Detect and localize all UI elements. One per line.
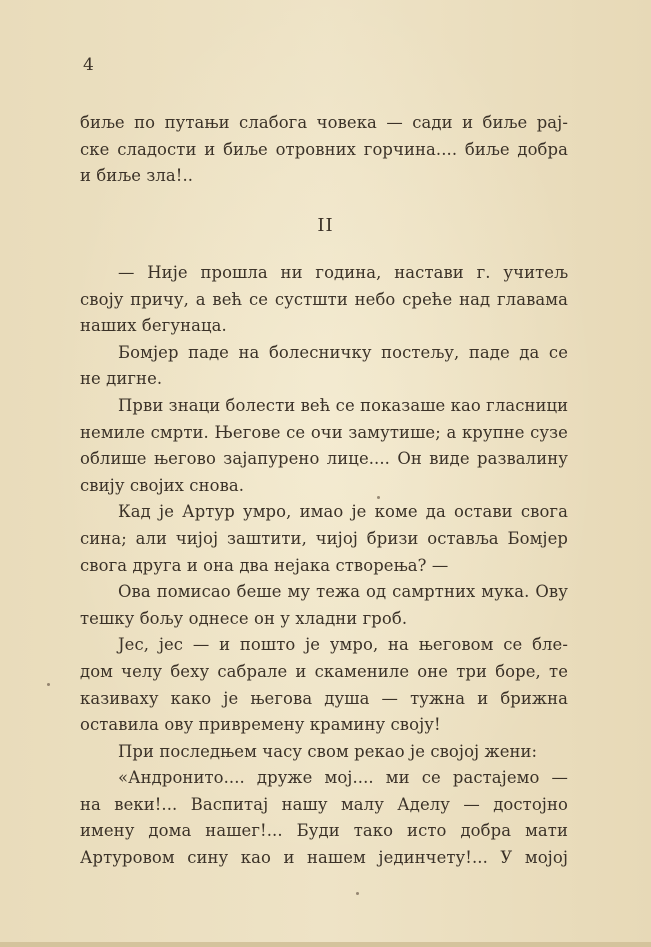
- text-line: свију својих снова.: [80, 475, 245, 495]
- paragraph: [80, 393, 568, 499]
- text-line: Кад је Артур умро, имао је коме да остави свога: [118, 502, 568, 522]
- paragraph: [80, 340, 568, 393]
- paragraph: [80, 632, 568, 738]
- text-line: казиваху како је његова душа — тужна и брижна: [80, 688, 568, 708]
- paragraph: [80, 765, 568, 871]
- text-line: сина; али чијој заштити, чијој бризи оставља Бомјер: [80, 528, 568, 548]
- text-line: наших бегунаца.: [80, 316, 227, 336]
- paragraph: [80, 579, 568, 632]
- text-line: тешку бољу однесе он у хладни гроб.: [80, 608, 408, 628]
- text-line: — Није прошла ни година, настави г. учитељ: [118, 263, 568, 282]
- text-line: При последњем часу свом рекао је својој жени:: [118, 741, 538, 761]
- text-line: Ова помисао беше му тежа од самртних мука. Ову: [118, 582, 568, 602]
- text-line: оставила ову привремену крамину своју!: [80, 715, 441, 735]
- text-line: и биље зла!..: [80, 166, 194, 186]
- text-line: Јес, јес — и пошто је умро, на његовом се бле-: [118, 635, 568, 655]
- print-speck: [47, 683, 50, 686]
- text-line: Први знаци болести већ се показаше као гласници: [118, 395, 569, 415]
- text-line: имену дома нашег!... Буди тако исто добра мати: [80, 821, 568, 841]
- text-line: биље по путањи слабога човека — сади и биље рај-: [80, 113, 568, 132]
- text-line: на веки!... Васпитај нашу малу Аделу — достојно: [80, 794, 568, 814]
- text-line: ске сладости и биље отровних горчина.... биље добра: [80, 139, 568, 159]
- text-line: облише његово зајапурено лице.... Он виде развалину: [80, 449, 568, 469]
- print-speck: [356, 892, 359, 895]
- text-line: «Андронито.... друже мој.... ми се растајемо —: [118, 768, 568, 788]
- intro-text: [80, 110, 568, 190]
- paragraph: [80, 260, 568, 340]
- text-line: не дигне.: [80, 369, 163, 389]
- page-number: 4: [83, 55, 95, 75]
- paragraph: [80, 499, 568, 579]
- print-speck: [377, 496, 380, 499]
- text-line: своју причу, а већ се сустшти небо среће над главама: [80, 289, 568, 309]
- paragraph: [80, 739, 568, 766]
- text-line: Бомјер паде на болесничку постељу, паде да се: [118, 342, 568, 362]
- text-line: Артуровом сину као и нашем јединчету!... У мојој: [80, 848, 568, 868]
- section-heading: II: [317, 215, 334, 236]
- text-line: дом челу беху сабрале и скамениле оне три боре, те: [80, 661, 568, 681]
- text-line: немиле смрти. Његове се очи замутише; а крупне сузе: [80, 422, 568, 442]
- text-line: свога друга и она два нејака створења? —: [80, 555, 449, 575]
- body-text: [80, 260, 568, 872]
